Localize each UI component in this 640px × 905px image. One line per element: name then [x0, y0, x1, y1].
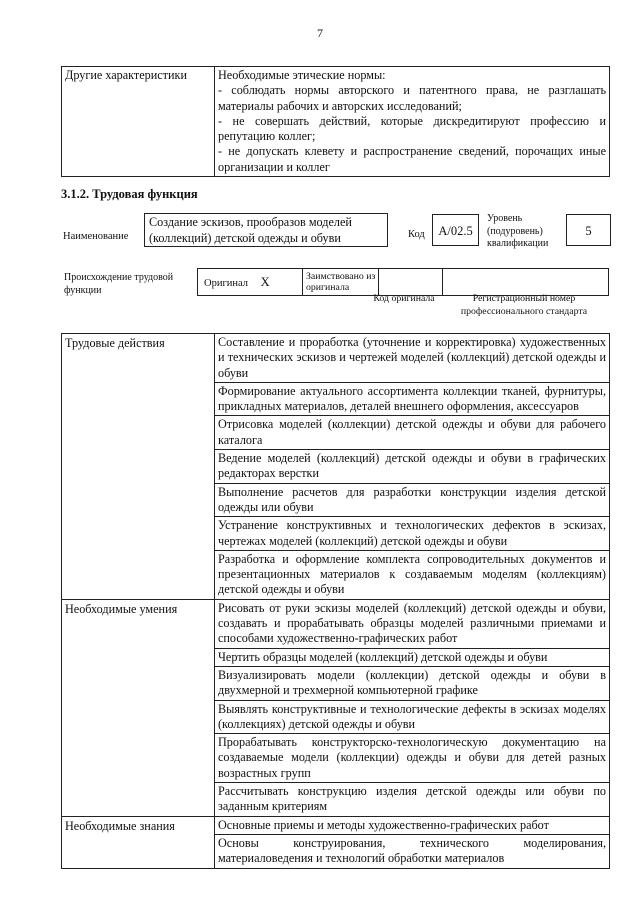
other-characteristics-label: Другие характеристики — [62, 67, 215, 177]
table-row: Выполнение расчетов для разработки конструкции изделия детской одежды или обуви — [215, 483, 610, 517]
ethics-line: - не допускать клевету и распространение сведений, порочащих иные организации и коллег — [218, 144, 606, 174]
ethics-line: - соблюдать нормы авторского и патентного права, не разглашать материалы рабочих и авторских исследований; — [218, 83, 606, 113]
table-row: Рассчитывать конструкцию изделия детской одежды или обуви по заданным критериям — [215, 783, 610, 817]
original-code-cell — [379, 269, 443, 296]
table-row: Устранение конструктивных и технологических дефектов в эскизах, чертежах моделей (коллекций) детской одежды и обуви — [215, 517, 610, 551]
table-row: Формирование актуального ассортимента коллекции тканей, фурнитуры, прикладных материалов, деталей внешнего оформления, аксессуаров — [215, 382, 610, 416]
borrowed-label: Заимствовано из оригинала — [303, 269, 379, 296]
row-label-knowledge: Необходимые знания — [62, 816, 215, 868]
section-title: 3.1.2. Трудовая функция — [61, 187, 198, 201]
table-row: Основы конструирования, технического моделирования, материаловедения и технологий обработки материалов — [215, 834, 610, 868]
code-label: Код — [408, 229, 425, 240]
original-label: Оригинал — [204, 277, 248, 289]
other-characteristics-text — [215, 67, 610, 177]
registration-caption: Регистрационный номер профессионального стандарта — [460, 293, 588, 317]
table-row: Визуализировать модели (коллекции) детской одежды и обуви в двухмерной и трехмерной компьютерной графике — [215, 666, 610, 700]
table-row: Отрисовка моделей (коллекции) детской одежды и обуви для рабочего каталога — [215, 416, 610, 450]
table-row: Чертить образцы моделей (коллекций) детской одежды и обуви — [215, 648, 610, 666]
table-row: Рисовать от руки эскизы моделей (коллекций) детской одежды и обуви, создавать и прорабатывать образцы моделей различными приемами и способами художественно-графических работ — [215, 599, 610, 648]
table-row: Составление и проработка (уточнение и корректировка) художественных и технических эскизов и чертежей моделей (коллекций) детской одежды и обуви — [215, 334, 610, 383]
function-details-table — [61, 333, 610, 869]
original-mark: Х — [260, 274, 270, 289]
origin-label: Происхождение трудовой функции — [64, 272, 174, 296]
row-label-skills: Необходимые умения — [62, 599, 215, 816]
original-cell — [198, 269, 303, 296]
page-number: 7 — [317, 26, 323, 40]
row-label-actions: Трудовые действия — [62, 334, 215, 600]
name-label: Наименование — [63, 231, 129, 242]
other-characteristics-table — [61, 66, 610, 177]
level-label: Уровень (подуровень) квалификации — [487, 213, 549, 249]
function-name: Создание эскизов, прообразов моделей (коллекций) детской одежды и обуви — [144, 213, 388, 247]
table-row: Ведение моделей (коллекций) детской одежды и обуви в графических редакторах верстки — [215, 450, 610, 484]
table-row: Выявлять конструктивные и технологические дефекты в эскизах моделях (коллекциях) детской одежды и обуви — [215, 700, 610, 734]
qualification-level: 5 — [566, 214, 611, 246]
ethics-line: - не совершать действий, которые дискредитируют профессию и репутацию коллег; — [218, 113, 606, 144]
ethics-line: Необходимые этические нормы: — [218, 68, 386, 82]
table-row: Основные приемы и методы художественно-графических работ — [215, 816, 610, 834]
registration-number-cell — [443, 269, 609, 296]
table-row: Разработка и оформление комплекта сопроводительных документов и презентационных материалов к создаваемым моделям (коллекциям) детской одежды и обуви — [215, 550, 610, 599]
code-caption: Код оригинала — [373, 293, 435, 304]
table-row: Прорабатывать конструкторско-технологическую документацию на создаваемые модели (коллекции) одежды и обуви для детей разных возрастных групп — [215, 734, 610, 783]
function-code: А/02.5 — [432, 214, 479, 246]
origin-table — [197, 268, 609, 296]
